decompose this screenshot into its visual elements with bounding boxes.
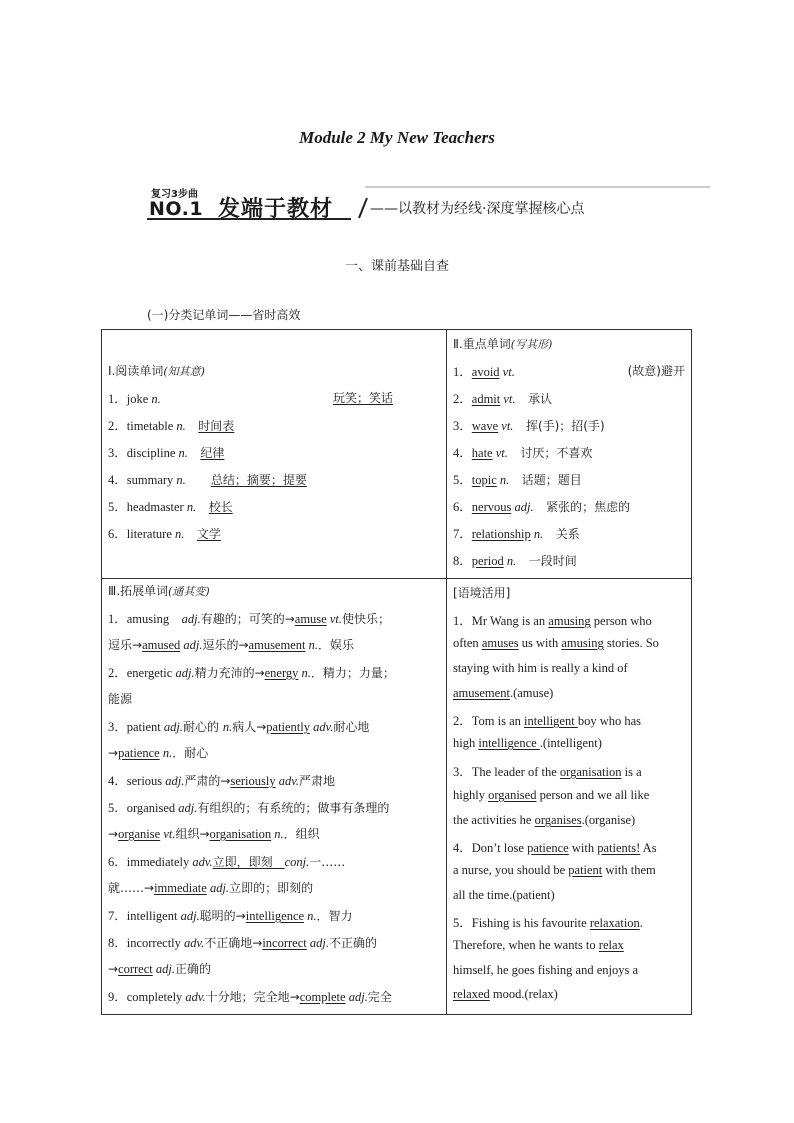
- list-item: Therefore, when he wants to relax: [453, 938, 624, 952]
- list-item: often amuses us with amusing stories. So: [453, 636, 659, 650]
- context-usage-heading: [语境活用]: [453, 586, 511, 600]
- list-item: 2．energetic adj.精力充沛的→energy n.．精力；力量；: [108, 666, 395, 680]
- section-banner: [145, 182, 710, 222]
- sub-heading: (一)分类记单词——省时高效: [147, 308, 301, 322]
- list-item: 3．patient adj.耐心的 n.病人→patiently adv.耐心地: [108, 720, 370, 734]
- list-item: 2．Tom is an intelligent boy who has: [453, 714, 642, 728]
- banner-small-label: 复习3步曲: [151, 189, 198, 200]
- list-item: 1．amusing adj.有趣的；可笑的→amuse vt.使快乐；: [108, 612, 391, 626]
- list-item: 4．hate vt. 讨厌；不喜欢: [453, 446, 593, 460]
- extended-words-heading: Ⅲ.拓展单词(通其变): [108, 584, 210, 598]
- page-title: Module 2 My New Teachers: [299, 128, 495, 147]
- reading-words-heading: Ⅰ.阅读单词(知其意): [108, 364, 205, 378]
- list-item: 6．nervous adj. 紧张的；焦虑的: [453, 500, 631, 514]
- list-item: 能源: [108, 692, 133, 706]
- list-item: highly organised person and we all like: [453, 788, 650, 802]
- list-item: 7．intelligent adj.聪明的→intelligence n.．智力: [108, 909, 353, 923]
- list-item: 5．Fishing is his favourite relaxation.: [453, 916, 643, 930]
- reading-words-box: [101, 329, 447, 579]
- list-item: staying with him is really a kind of: [453, 661, 628, 675]
- list-item: 6．immediately adv.立即，即刻 conj.一……: [108, 855, 346, 869]
- list-item: 3．wave vt. 挥(手)；招(手): [453, 419, 605, 433]
- banner-subtitle: ——以教材为经线·深度掌握核心点: [370, 201, 585, 217]
- list-item: 1．Mr Wang is an amusing person who: [453, 614, 652, 628]
- banner-main-title: 发端于教材: [218, 197, 334, 222]
- list-item: 2．admit vt. 承认: [453, 392, 553, 406]
- key-words-heading: Ⅱ.重点单词(写其形): [453, 337, 553, 351]
- list-item: 逗乐→amused adj.逗乐的→amusement n.．娱乐: [108, 638, 354, 652]
- list-item: →correct adj.正确的: [108, 962, 212, 976]
- list-item: 5．organised adj.有组织的；有系统的；做事有条理的: [108, 801, 390, 815]
- list-item: 2．timetable n. 时间表: [108, 419, 235, 433]
- banner-number: NO.1: [149, 198, 204, 220]
- list-item: 9．completely adv.十分地；完全地→complete adj.完全: [108, 990, 392, 1004]
- key-words-box: [446, 329, 692, 579]
- list-item: 6．literature n. 文学: [108, 527, 221, 541]
- list-item: amusement.(amuse): [453, 686, 554, 700]
- list-item: 4．Don’t lose patience with patients! As: [453, 841, 657, 855]
- list-item: himself, he goes fishing and enjoys a: [453, 963, 639, 977]
- section-heading: 一、课前基础自查: [344, 259, 449, 274]
- list-item: 1．avoid vt. (故意)避开: [453, 364, 685, 379]
- list-item: 5．topic n. 话题；题目: [453, 473, 582, 487]
- extended-words-box: [101, 578, 447, 1015]
- list-item: 7．relationship n. 关系: [453, 527, 580, 541]
- list-item: 4．serious adj.严肃的→seriously adv.严肃地: [108, 774, 335, 788]
- list-item: 4．summary n. 总结；摘要；提要: [108, 473, 307, 487]
- list-item: →patience n.．耐心: [108, 746, 209, 760]
- list-item: 8．incorrectly adv.不正确地→incorrect adj.不正确的: [108, 936, 377, 950]
- context-usage-box: [446, 578, 692, 1015]
- list-item: 5．headmaster n. 校长: [108, 500, 233, 514]
- list-item: 3．The leader of the organisation is a: [453, 765, 642, 779]
- list-item: 1．joke n. 玩笑；笑话: [108, 391, 394, 406]
- list-item: 就……→immediate adj.立即的；即刻的: [108, 881, 314, 895]
- list-item: 8．period n. 一段时间: [453, 554, 577, 568]
- list-item: a nurse, you should be patient with them: [453, 863, 656, 877]
- list-item: 3．discipline n. 纪律: [108, 446, 225, 460]
- list-item: relaxed mood.(relax): [453, 987, 558, 1001]
- list-item: →organise vt.组织→organisation n.．组织: [108, 827, 320, 841]
- list-item: the activities he organises.(organise): [453, 813, 636, 827]
- list-item: high intelligence .(intelligent): [453, 736, 602, 750]
- list-item: all the time.(patient): [453, 888, 555, 902]
